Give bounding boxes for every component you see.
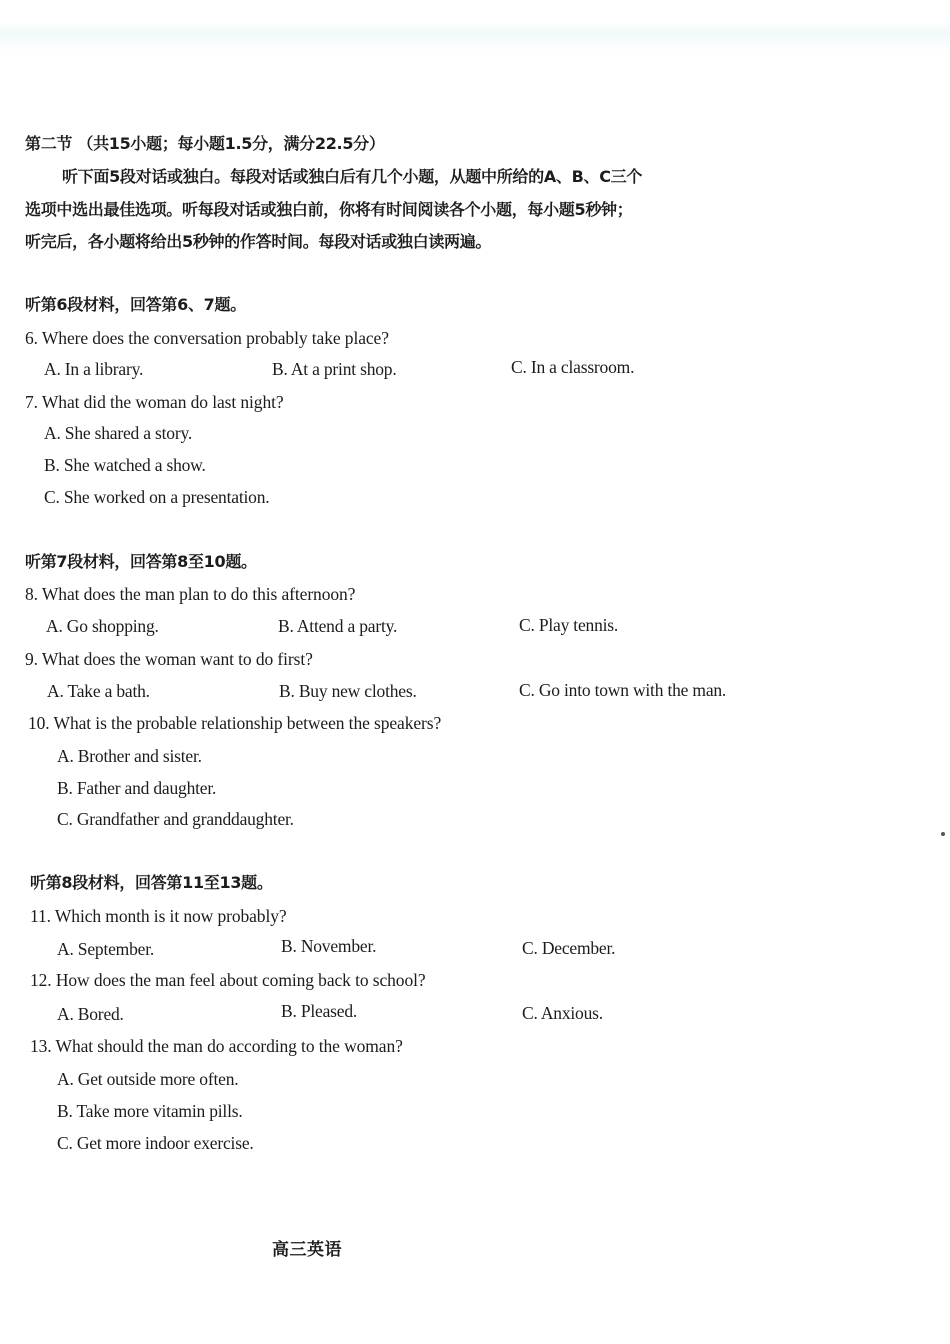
question-8-stem: 8. What does the man plan to do this afternoon? <box>25 584 356 604</box>
question-13-option-c[interactable]: C. Get more indoor exercise. <box>57 1133 254 1153</box>
question-8-option-b[interactable]: B. Attend a party. <box>278 616 398 636</box>
section-title: 第二节 （共15小题；每小题1.5分，满分22.5分） <box>25 134 385 153</box>
group-heading-7: 听第7段材料，回答第8至10题。 <box>25 552 257 571</box>
question-6-option-b[interactable]: B. At a print shop. <box>272 359 397 379</box>
question-7-option-c[interactable]: C. She worked on a presentation. <box>44 487 270 507</box>
question-6-option-c[interactable]: C. In a classroom. <box>511 357 635 377</box>
question-13-stem: 13. What should the man do according to the woman? <box>30 1036 403 1056</box>
question-7-option-a[interactable]: A. She shared a story. <box>44 423 193 443</box>
question-9-option-c[interactable]: C. Go into town with the man. <box>519 680 727 700</box>
question-6-option-a[interactable]: A. In a library. <box>44 359 144 379</box>
page-footer-subject: 高三英语 <box>272 1240 342 1260</box>
question-10-stem: 10. What is the probable relationship between the speakers? <box>28 713 442 733</box>
question-10-option-a[interactable]: A. Brother and sister. <box>57 746 202 766</box>
question-7-stem: 7. What did the woman do last night? <box>25 392 284 412</box>
question-12-option-c[interactable]: C. Anxious. <box>522 1003 603 1023</box>
question-13-option-a[interactable]: A. Get outside more often. <box>57 1069 239 1089</box>
question-11-option-b[interactable]: B. November. <box>281 936 377 956</box>
instruction-line-3: 听完后，各小题将给出5秒钟的作答时间。每段对话或独白读两遍。 <box>25 232 492 251</box>
question-8-option-c[interactable]: C. Play tennis. <box>519 615 619 635</box>
question-9-option-a[interactable]: A. Take a bath. <box>47 681 150 701</box>
question-11-option-a[interactable]: A. September. <box>57 939 155 959</box>
question-12-stem: 12. How does the man feel about coming back to school? <box>30 970 426 990</box>
question-11-stem: 11. Which month is it now probably? <box>30 906 287 926</box>
question-9-option-b[interactable]: B. Buy new clothes. <box>279 681 417 701</box>
group-heading-8: 听第8段材料，回答第11至13题。 <box>30 873 273 892</box>
question-7-option-b[interactable]: B. She watched a show. <box>44 455 206 475</box>
question-10-option-b[interactable]: B. Father and daughter. <box>57 778 217 798</box>
question-10-option-c[interactable]: C. Grandfather and granddaughter. <box>57 809 294 829</box>
question-8-option-a[interactable]: A. Go shopping. <box>46 616 159 636</box>
instruction-line-2: 选项中选出最佳选项。听每段对话或独白前，你将有时间阅读各个小题，每小题5秒钟； <box>25 200 633 219</box>
scan-speck <box>941 832 945 836</box>
group-heading-6: 听第6段材料，回答第6、7题。 <box>25 295 246 314</box>
instruction-line-1: 听下面5段对话或独白。每段对话或独白后有几个小题，从题中所给的A、B、C三个 <box>62 167 643 186</box>
question-6-stem: 6. Where does the conversation probably take place? <box>25 328 389 348</box>
question-11-option-c[interactable]: C. December. <box>522 938 616 958</box>
question-12-option-b[interactable]: B. Pleased. <box>281 1001 358 1021</box>
question-9-stem: 9. What does the woman want to do first? <box>25 649 313 669</box>
question-13-option-b[interactable]: B. Take more vitamin pills. <box>57 1101 243 1121</box>
question-12-option-a[interactable]: A. Bored. <box>57 1004 124 1024</box>
